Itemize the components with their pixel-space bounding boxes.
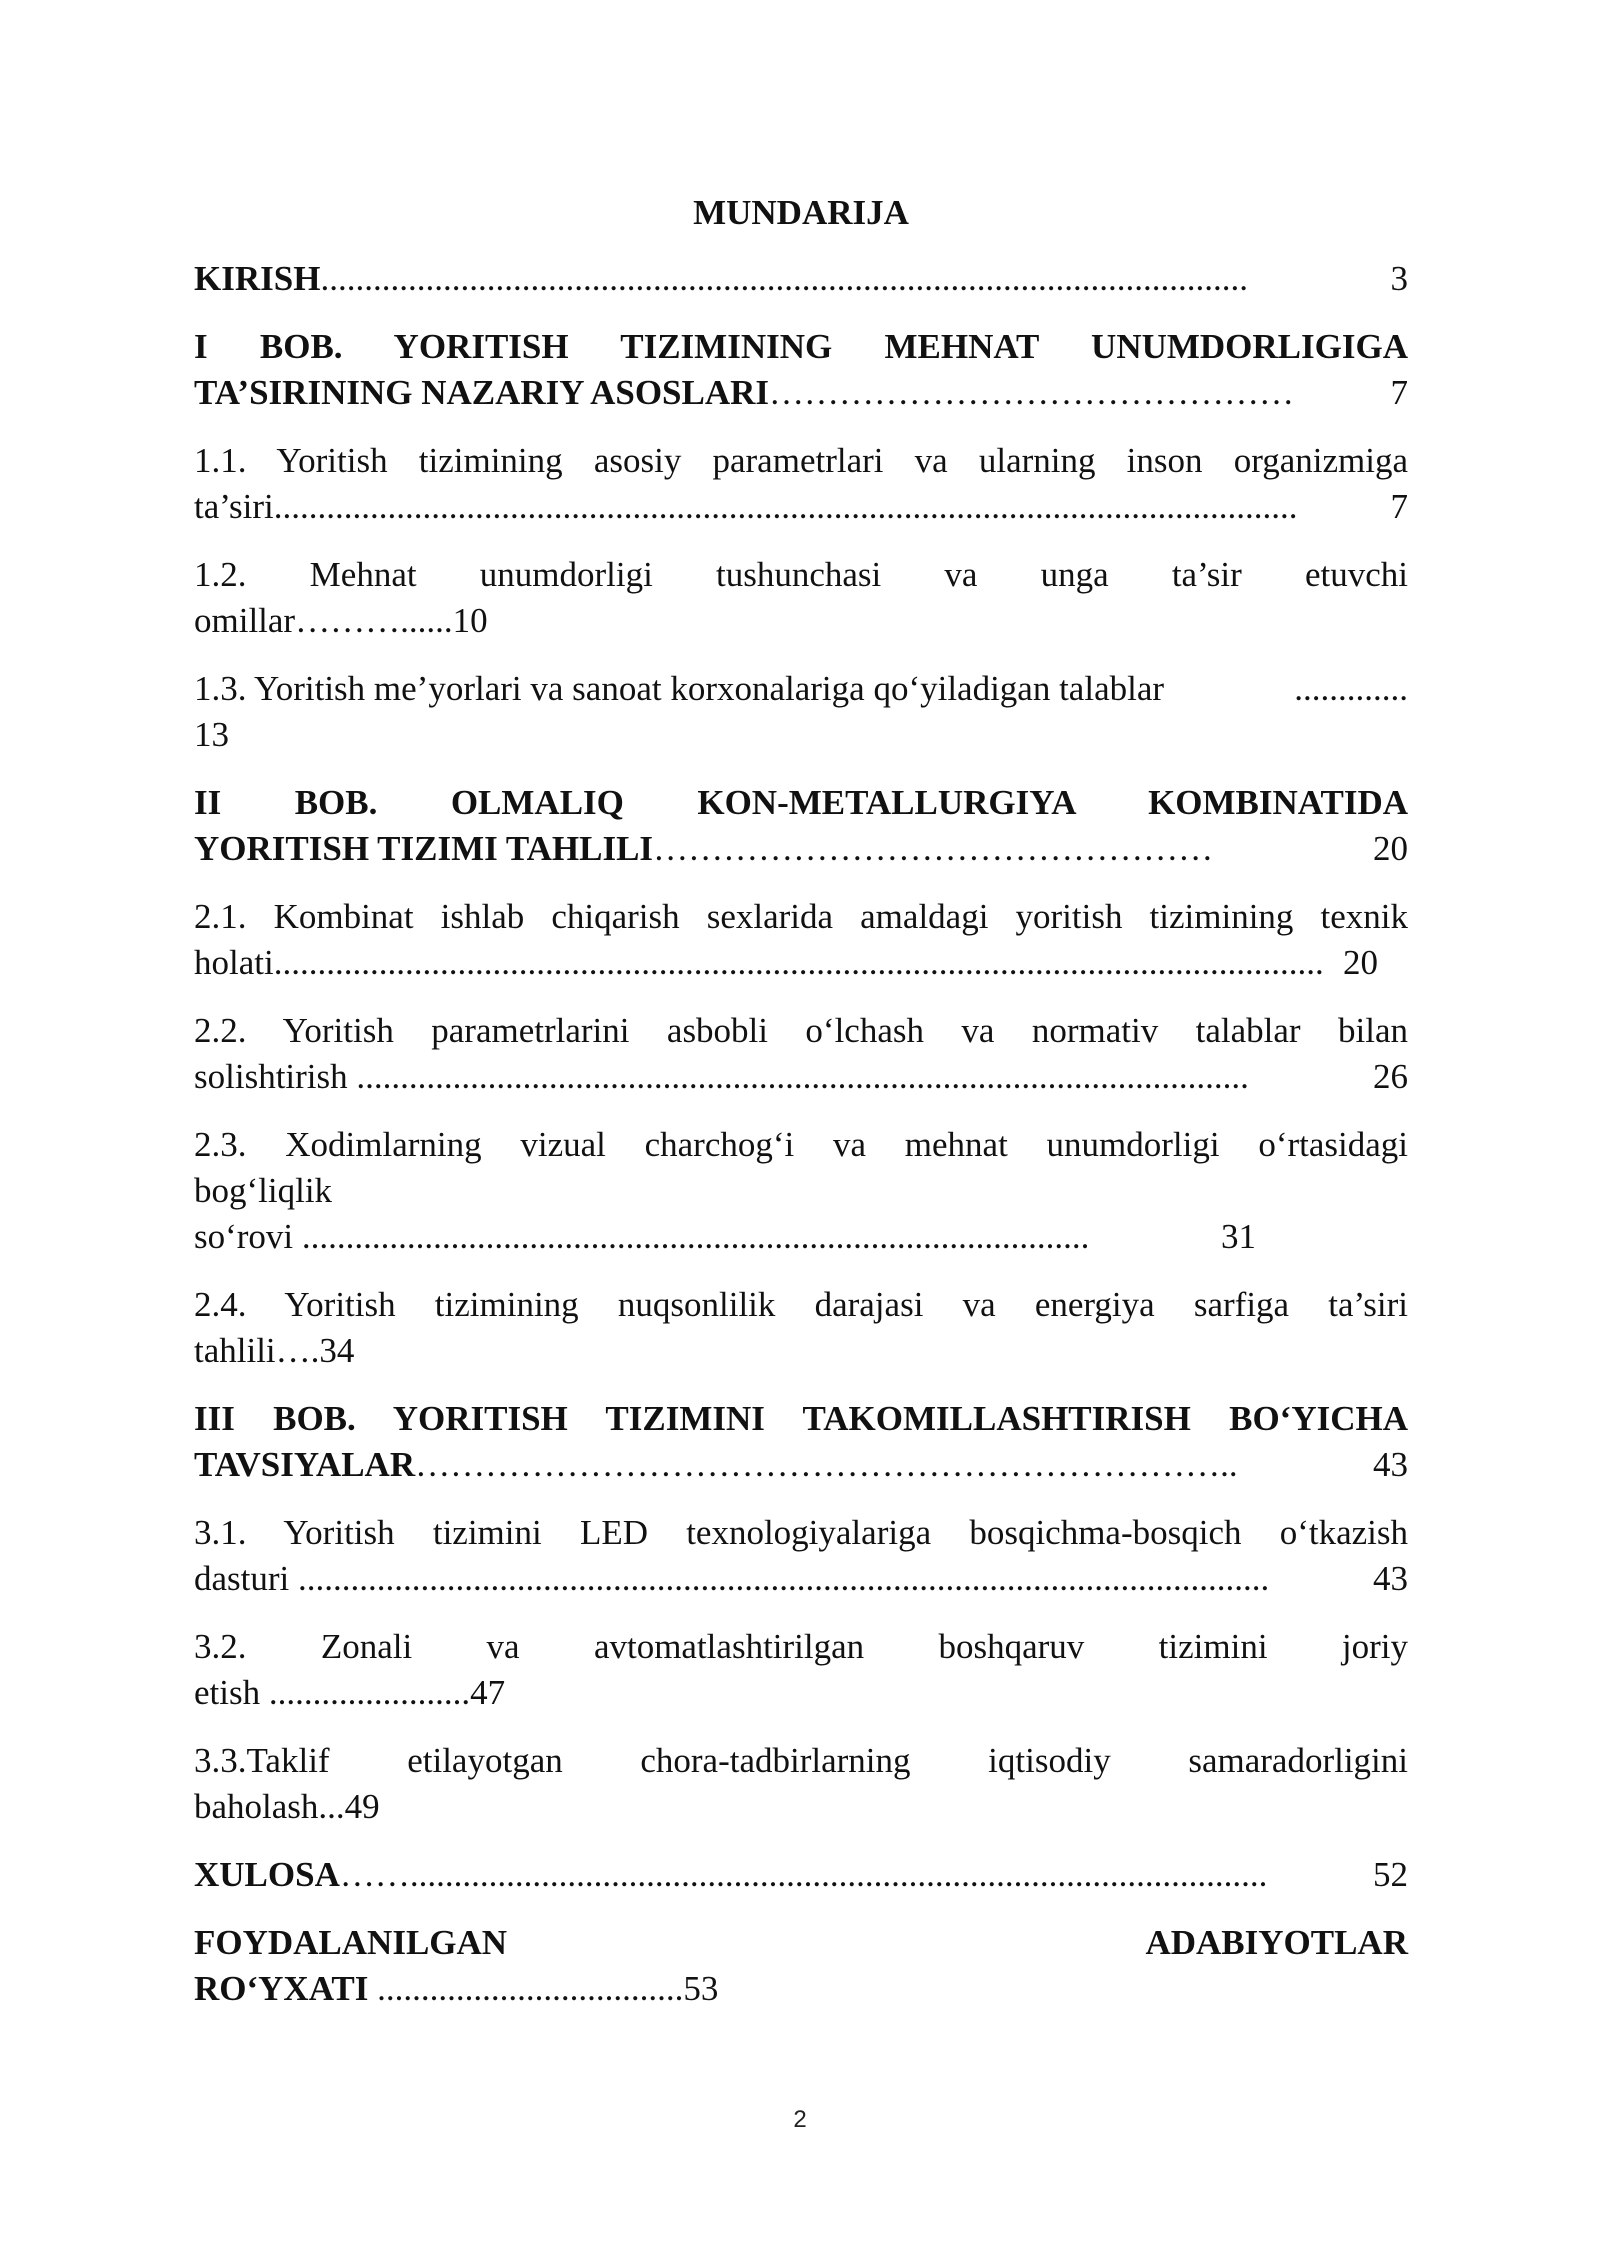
toc-entry-label-cont: TA’SIRINING NAZARIY ASOSLARI bbox=[194, 373, 770, 412]
toc-entry-label: 2.4. Yoritish tizimining nuqsonlilik darajasi va energiya sarfiga ta’siri bbox=[194, 1285, 1408, 1324]
toc-page-number: 31 bbox=[1221, 1217, 1256, 1256]
toc-entry-label-cont: YORITISH TIZIMI TAHLILI bbox=[194, 829, 654, 868]
toc-entry-label: 2.1. Kombinat ishlab chiqarish sexlarida amaldagi yoritish tizimining texnik bbox=[194, 897, 1408, 936]
toc-page-number: 10 bbox=[452, 601, 488, 640]
toc-leader: ............. bbox=[1294, 669, 1408, 708]
toc-page-number: 49 bbox=[344, 1787, 380, 1826]
toc-leader: ..................................................................................................................... bbox=[273, 487, 1298, 526]
toc-entry-label-cont: holati bbox=[194, 943, 274, 982]
toc-leader: .......................................................................................... bbox=[301, 1217, 1090, 1256]
toc-entry-label-cont: dasturi bbox=[194, 1559, 299, 1598]
toc-entry-label: III BOB. YORITISH TIZIMINI TAKOMILLASHTIRISH BO‘YICHA bbox=[194, 1399, 1408, 1438]
toc-page-number: 47 bbox=[470, 1673, 506, 1712]
toc-entry-label-cont: so‘rovi bbox=[194, 1217, 302, 1256]
table-of-contents bbox=[194, 190, 1408, 2034]
toc-page-number: 52 bbox=[1373, 1855, 1408, 1894]
toc-leader: ....................... bbox=[268, 1673, 471, 1712]
toc-entry-label-word2: ADABIYOTLAR bbox=[1145, 1923, 1408, 1962]
toc-entry-references bbox=[194, 1920, 1408, 2012]
toc-leader: ...................................................................................................... bbox=[356, 1057, 1249, 1096]
toc-entry-label: KIRISH bbox=[194, 259, 321, 298]
toc-entry-label-cont: baholash bbox=[194, 1787, 319, 1826]
toc-entry-label: 3.1. Yoritish tizimini LED texnologiyalariga bosqichma-bosqich o‘tkazish bbox=[194, 1513, 1408, 1552]
page-number: 2 bbox=[793, 2106, 807, 2133]
toc-page-number: 7 bbox=[1390, 487, 1408, 526]
toc-entry-label: 1.3. Yoritish me’yorlari va sanoat korxonalariga qo‘yiladigan talablar bbox=[194, 669, 1165, 708]
toc-entry-label: FOYDALANILGAN bbox=[194, 1923, 508, 1962]
toc-leader: ………...... bbox=[295, 601, 453, 640]
toc-page-number: 26 bbox=[1373, 1057, 1408, 1096]
toc-leader: …. bbox=[275, 1331, 320, 1370]
toc-leader: ................................... bbox=[377, 1969, 684, 2008]
toc-leader: ………………………………………… bbox=[653, 829, 1214, 868]
toc-page-number: 53 bbox=[683, 1969, 719, 2008]
toc-entry-section-1-2 bbox=[194, 552, 1408, 644]
toc-entry-label: 2.3. Xodimlarning vizual charchog‘i va mehnat unumdorligi o‘rtasidagi bbox=[194, 1125, 1408, 1164]
toc-entry-label-cont: ta’siri bbox=[194, 487, 274, 526]
toc-page-number: 3 bbox=[1390, 259, 1408, 298]
toc-entry-section-3-2 bbox=[194, 1624, 1408, 1716]
toc-page-number: 43 bbox=[1373, 1445, 1408, 1484]
toc-leader: ……………………………………… bbox=[769, 373, 1295, 412]
toc-page-number: 20 bbox=[1343, 943, 1378, 982]
toc-entry-section-2-3 bbox=[194, 1122, 1408, 1260]
toc-entry-label: 1.1. Yoritish tizimining asosiy parametrlari va ularning inson organizmiga bbox=[194, 441, 1408, 480]
toc-entry-chapter-3 bbox=[194, 1396, 1408, 1488]
toc-leader: .......................................................................................................... bbox=[320, 259, 1248, 298]
toc-entry-label: II BOB. OLMALIQ KON-METALLURGIYA KOMBINATIDA bbox=[194, 783, 1408, 822]
toc-entry-label-cont: omillar bbox=[194, 601, 296, 640]
toc-entry-label: XULOSA bbox=[194, 1855, 340, 1894]
toc-entry-label: 3.3.Taklif etilayotgan chora-tadbirlarning iqtisodiy samaradorligini bbox=[194, 1741, 1408, 1780]
toc-page-number: 7 bbox=[1390, 373, 1408, 412]
toc-entry-chapter-2 bbox=[194, 780, 1408, 872]
toc-entry-label: 1.2. Mehnat unumdorligi tushunchasi va unga ta’sir etuvchi bbox=[194, 555, 1408, 594]
toc-leader: ... bbox=[318, 1787, 345, 1826]
toc-leader: ........................................................................................................................ bbox=[273, 943, 1324, 982]
toc-entry-section-3-3 bbox=[194, 1738, 1408, 1830]
toc-leader: …………………………………………………………….. bbox=[415, 1445, 1238, 1484]
toc-entry-section-2-4 bbox=[194, 1282, 1408, 1374]
toc-page-number: 20 bbox=[1373, 829, 1408, 868]
toc-page-number: 13 bbox=[194, 715, 229, 754]
toc-entry-label-cont: etish bbox=[194, 1673, 269, 1712]
toc-leader: ............................................................................................................... bbox=[298, 1559, 1270, 1598]
toc-entry-label-cont: solishtirish bbox=[194, 1057, 357, 1096]
toc-page-number: 43 bbox=[1373, 1559, 1408, 1598]
page-title: MUNDARIJA bbox=[693, 193, 909, 232]
toc-entry-section-1-3 bbox=[194, 666, 1408, 758]
toc-entry-label: I BOB. YORITISH TIZIMINING MEHNAT UNUMDORLIGIGA bbox=[194, 327, 1408, 366]
toc-entry-section-3-1 bbox=[194, 1510, 1408, 1602]
toc-entry-kirish bbox=[194, 256, 1408, 302]
toc-entry-label-cont: TAVSIYALAR bbox=[194, 1445, 416, 1484]
toc-entry-label: 3.2. Zonali va avtomatlashtirilgan boshqaruv tizimini joriy bbox=[194, 1627, 1408, 1666]
toc-entry-section-2-1 bbox=[194, 894, 1408, 986]
toc-entry-label-cont: tahlili bbox=[194, 1331, 276, 1370]
toc-entry-label-cont: bog‘liqlik bbox=[194, 1171, 333, 1210]
toc-page-number: 34 bbox=[319, 1331, 355, 1370]
toc-entry-label: 2.2. Yoritish parametrlarini asbobli o‘lchash va normativ talablar bilan bbox=[194, 1011, 1408, 1050]
toc-leader: …….................................................................................................. bbox=[339, 1855, 1268, 1894]
toc-entry-chapter-1 bbox=[194, 324, 1408, 416]
toc-entry-section-2-2 bbox=[194, 1008, 1408, 1100]
toc-entry-section-1-1 bbox=[194, 438, 1408, 530]
toc-entry-xulosa bbox=[194, 1852, 1408, 1898]
toc-entry-label-cont: RO‘YXATI bbox=[194, 1969, 378, 2008]
